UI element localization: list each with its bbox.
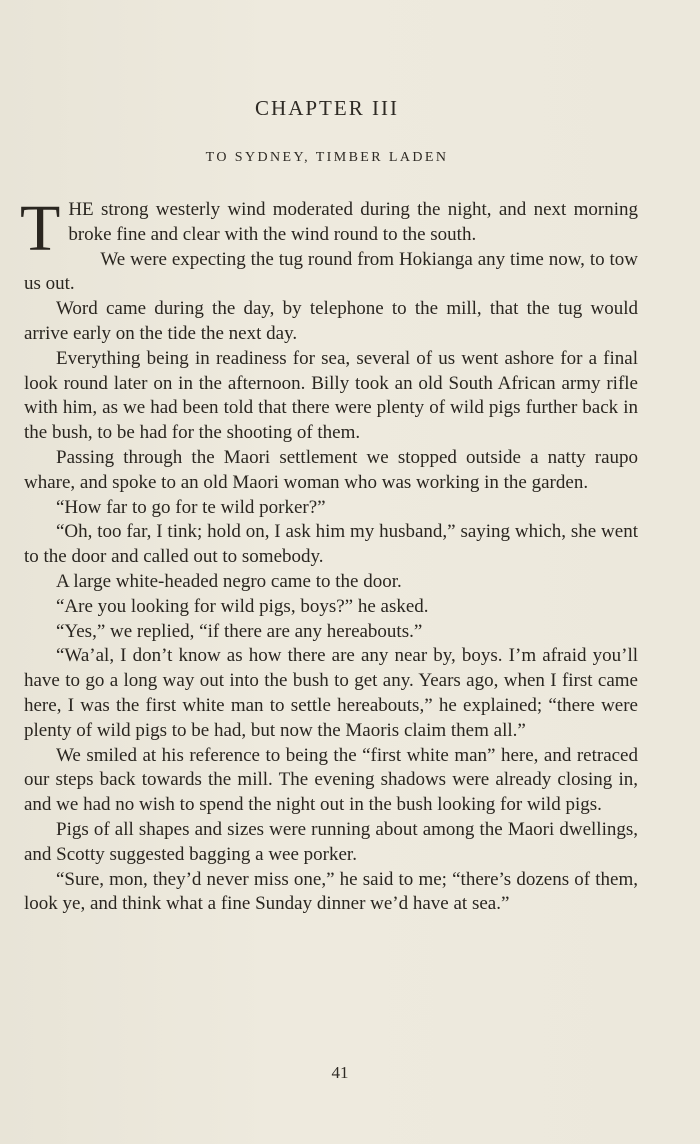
chapter-body [20, 192, 638, 917]
paragraph-2: We were expecting the tug round from Hokianga any time now, to tow us out. [24, 248, 638, 295]
paragraph-4: Everything being in readiness for sea, several of us went ashore for a final look round later on in the afternoon. Billy took an old South African army rifle with him, as we had been told that there were plenty of wild pigs further back in the bush, to be had for the shooting of them. [24, 347, 638, 444]
paragraph-6: “How far to go for te wild porker?” [56, 496, 326, 518]
paragraph-1: THE strong westerly wind moderated during the night, and next morning broke fine and clear with the wind round to the south. [20, 192, 638, 265]
paragraph-10: “Yes,” we replied, “if there are any hereabouts.” [56, 620, 423, 642]
chapter-subtitle: TO SYDNEY, TIMBER LADEN [205, 150, 449, 165]
paragraph-14: “Sure, mon, they’d never miss one,” he said to me; “there’s dozens of them, look ye, and think what a fine Sunday dinner we’d have at sea.” [24, 868, 638, 915]
paragraph-3: Word came during the day, by telephone to the mill, that the tug would arrive early on the tide the next day. [24, 298, 638, 344]
paragraph-5: Passing through the Maori settlement we stopped outside a natty raupo whare, and spoke to an old Maori woman who was working in the garden. [24, 446, 638, 493]
drop-cap: T [20, 192, 61, 265]
chapter-title: CHAPTER III [255, 96, 399, 120]
paragraph-9: “Are you looking for wild pigs, boys?” he asked. [56, 595, 429, 617]
paragraph-11: “Wa’al, I don’t know as how there are any near by, boys. I’m afraid you’ll have to go a long way out into the bush to get any. Years ago, when I first came here, I was the first white man to settle hereabouts,” he explained; “there were plenty of wild pigs to be had, but now the Maoris claim them all.” [24, 645, 638, 741]
paragraph-12: We smiled at his reference to being the “first white man” here, and retraced our steps back towards the mill. The evening shadows were already closing in, and we had no wish to spend the night out in the bush looking for wild pigs. [24, 744, 638, 816]
paragraph-13: Pigs of all shapes and sizes were running about among the Maori dwellings, and Scotty suggested bagging a wee porker. [24, 818, 638, 865]
paragraph-7: “Oh, too far, I tink; hold on, I ask him my husband,” saying which, she went to the door and called out to somebody. [24, 521, 638, 568]
paragraph-8: A large white-headed negro came to the door. [56, 570, 402, 592]
page-number: 41 [331, 1063, 349, 1082]
